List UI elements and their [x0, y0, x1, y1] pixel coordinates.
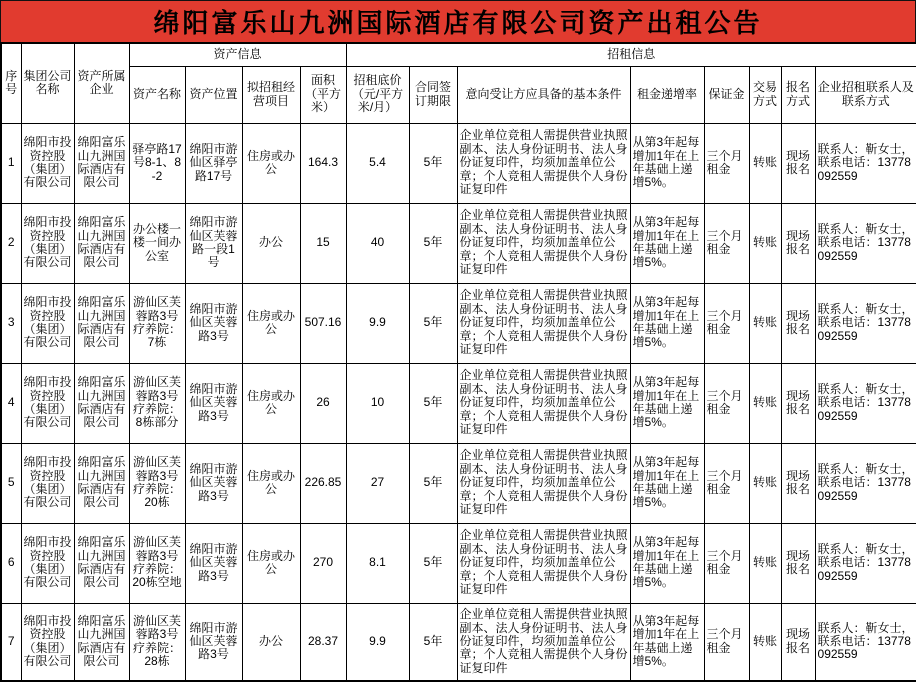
cell-deposit: 三个月租金	[704, 523, 749, 603]
cell-asset-location: 绵阳市游仙区芙蓉路一段1号	[185, 203, 242, 283]
cell-conditions: 企业单位竞租人需提供营业执照副本、法人身份证明书、法人身份证复印件，均须加盖单位公章；个人竞租人需提供个人身份证复印件	[457, 363, 630, 443]
header-row-groups	[1, 43, 916, 66]
cell-signup-method: 现场报名	[781, 603, 815, 681]
asset-rental-table	[0, 42, 916, 682]
col-header-base-price: 招租底价（元/平方米/月）	[346, 66, 409, 123]
cell-conditions: 企业单位竞租人需提供营业执照副本、法人身份证明书、法人身份证复印件，均须加盖单位公章；个人竞租人需提供个人身份证复印件	[457, 603, 630, 681]
cell-contract-term: 5年	[409, 283, 457, 363]
table-row	[1, 123, 916, 203]
cell-rent-increase: 从第3年起每增加1年在上年基础上递增5%。	[630, 283, 704, 363]
cell-contact: 联系人：靳女士，联系电话：13778092559	[815, 523, 916, 603]
cell-contact: 联系人：靳女士，联系电话：13778092559	[815, 603, 916, 681]
cell-serial: 3	[1, 283, 21, 363]
cell-deposit: 三个月租金	[704, 603, 749, 681]
cell-planned-project: 办公	[242, 203, 300, 283]
col-header-deposit: 保证金	[704, 66, 749, 123]
cell-group-company: 绵阳市投资控股（集团）有限公司	[21, 123, 74, 203]
cell-asset-location: 绵阳市游仙区芙蓉路3号	[185, 523, 242, 603]
cell-asset-name: 游仙区芙蓉路3号疗养院：20栋	[129, 443, 185, 523]
cell-contact: 联系人：靳女士，联系电话：13778092559	[815, 203, 916, 283]
cell-owner-enterprise: 绵阳富乐山九洲国际酒店有限公司	[74, 283, 129, 363]
cell-contact: 联系人：靳女士，联系电话：13778092559	[815, 283, 916, 363]
cell-rent-increase: 从第3年起每增加1年在上年基础上递增5%。	[630, 363, 704, 443]
cell-rent-increase: 从第3年起每增加1年在上年基础上递增5%。	[630, 523, 704, 603]
cell-owner-enterprise: 绵阳富乐山九洲国际酒店有限公司	[74, 523, 129, 603]
cell-asset-name: 游仙区芙蓉路3号疗养院：7栋	[129, 283, 185, 363]
cell-asset-location: 绵阳市游仙区芙蓉路3号	[185, 363, 242, 443]
cell-asset-location: 绵阳市游仙区驿亭路17号	[185, 123, 242, 203]
col-group-asset-info: 资产信息	[129, 43, 346, 66]
cell-contract-term: 5年	[409, 523, 457, 603]
table-row	[1, 523, 916, 603]
table-row	[1, 443, 916, 523]
col-header-asset-name: 资产名称	[129, 66, 185, 123]
cell-conditions: 企业单位竞租人需提供营业执照副本、法人身份证明书、法人身份证复印件，均须加盖单位公章；个人竞租人需提供个人身份证复印件	[457, 123, 630, 203]
table-header	[1, 43, 916, 123]
cell-contract-term: 5年	[409, 363, 457, 443]
cell-conditions: 企业单位竞租人需提供营业执照副本、法人身份证明书、法人身份证复印件，均须加盖单位公章；个人竞租人需提供个人身份证复印件	[457, 443, 630, 523]
cell-signup-method: 现场报名	[781, 443, 815, 523]
cell-conditions: 企业单位竞租人需提供营业执照副本、法人身份证明书、法人身份证复印件，均须加盖单位公章；个人竞租人需提供个人身份证复印件	[457, 283, 630, 363]
cell-base-price: 27	[346, 443, 409, 523]
cell-conditions: 企业单位竞租人需提供营业执照副本、法人身份证明书、法人身份证复印件，均须加盖单位公章；个人竞租人需提供个人身份证复印件	[457, 203, 630, 283]
cell-owner-enterprise: 绵阳富乐山九洲国际酒店有限公司	[74, 363, 129, 443]
cell-asset-name: 办公楼一楼一间办公室	[129, 203, 185, 283]
header-row-columns	[1, 66, 916, 123]
col-header-trade-method: 交易方式	[749, 66, 781, 123]
page-title: 绵阳富乐山九洲国际酒店有限公司资产出租公告	[153, 8, 763, 38]
cell-serial: 5	[1, 443, 21, 523]
cell-area: 270	[300, 523, 346, 603]
cell-contract-term: 5年	[409, 443, 457, 523]
cell-contact: 联系人：靳女士，联系电话：13778092559	[815, 363, 916, 443]
cell-asset-location: 绵阳市游仙区芙蓉路3号	[185, 443, 242, 523]
cell-planned-project: 住房或办公	[242, 523, 300, 603]
col-header-signup-method: 报名方式	[781, 66, 815, 123]
cell-rent-increase: 从第3年起每增加1年在上年基础上递增5%。	[630, 603, 704, 681]
cell-asset-location: 绵阳市游仙区芙蓉路3号	[185, 603, 242, 681]
cell-base-price: 8.1	[346, 523, 409, 603]
cell-area: 26	[300, 363, 346, 443]
cell-contact: 联系人：靳女士，联系电话：13778092559	[815, 123, 916, 203]
cell-planned-project: 住房或办公	[242, 443, 300, 523]
cell-trade-method: 转账	[749, 443, 781, 523]
cell-group-company: 绵阳市投资控股（集团）有限公司	[21, 603, 74, 681]
cell-deposit: 三个月租金	[704, 123, 749, 203]
col-header-contract-term: 合同签订期限	[409, 66, 457, 123]
col-header-group-company: 集团公司名称	[21, 43, 74, 123]
cell-area: 226.85	[300, 443, 346, 523]
cell-contract-term: 5年	[409, 603, 457, 681]
cell-signup-method: 现场报名	[781, 523, 815, 603]
cell-asset-name: 游仙区芙蓉路3号疗养院：28栋	[129, 603, 185, 681]
cell-trade-method: 转账	[749, 203, 781, 283]
cell-planned-project: 住房或办公	[242, 123, 300, 203]
cell-rent-increase: 从第3年起每增加1年在上年基础上递增5%。	[630, 443, 704, 523]
cell-serial: 4	[1, 363, 21, 443]
cell-base-price: 10	[346, 363, 409, 443]
cell-planned-project: 住房或办公	[242, 363, 300, 443]
cell-group-company: 绵阳市投资控股（集团）有限公司	[21, 523, 74, 603]
cell-area: 507.16	[300, 283, 346, 363]
cell-contract-term: 5年	[409, 203, 457, 283]
cell-serial: 6	[1, 523, 21, 603]
cell-serial: 1	[1, 123, 21, 203]
cell-asset-name: 游仙区芙蓉路3号疗养院：20栋空地	[129, 523, 185, 603]
cell-owner-enterprise: 绵阳富乐山九洲国际酒店有限公司	[74, 123, 129, 203]
cell-deposit: 三个月租金	[704, 443, 749, 523]
cell-rent-increase: 从第3年起每增加1年在上年基础上递增5%。	[630, 203, 704, 283]
cell-group-company: 绵阳市投资控股（集团）有限公司	[21, 443, 74, 523]
col-header-rent-increase: 租金递增率	[630, 66, 704, 123]
cell-base-price: 9.9	[346, 603, 409, 681]
cell-area: 28.37	[300, 603, 346, 681]
cell-base-price: 9.9	[346, 283, 409, 363]
table-row	[1, 283, 916, 363]
cell-conditions: 企业单位竞租人需提供营业执照副本、法人身份证明书、法人身份证复印件，均须加盖单位公章；个人竞租人需提供个人身份证复印件	[457, 523, 630, 603]
cell-signup-method: 现场报名	[781, 123, 815, 203]
cell-serial: 7	[1, 603, 21, 681]
cell-planned-project: 住房或办公	[242, 283, 300, 363]
cell-contract-term: 5年	[409, 123, 457, 203]
cell-group-company: 绵阳市投资控股（集团）有限公司	[21, 363, 74, 443]
cell-group-company: 绵阳市投资控股（集团）有限公司	[21, 203, 74, 283]
cell-signup-method: 现场报名	[781, 363, 815, 443]
cell-deposit: 三个月租金	[704, 363, 749, 443]
table-row	[1, 203, 916, 283]
cell-asset-name: 驿亭路17号8-1、8-2	[129, 123, 185, 203]
cell-asset-location: 绵阳市游仙区芙蓉路3号	[185, 283, 242, 363]
cell-area: 15	[300, 203, 346, 283]
cell-base-price: 40	[346, 203, 409, 283]
cell-asset-name: 游仙区芙蓉路3号疗养院：8栋部分	[129, 363, 185, 443]
col-header-area: 面积（平方米）	[300, 66, 346, 123]
cell-trade-method: 转账	[749, 283, 781, 363]
col-header-serial: 序号	[1, 43, 21, 123]
cell-owner-enterprise: 绵阳富乐山九洲国际酒店有限公司	[74, 443, 129, 523]
table-row	[1, 603, 916, 681]
cell-trade-method: 转账	[749, 123, 781, 203]
cell-deposit: 三个月租金	[704, 203, 749, 283]
col-header-contact: 企业招租联系人及联系方式	[815, 66, 916, 123]
cell-owner-enterprise: 绵阳富乐山九洲国际酒店有限公司	[74, 603, 129, 681]
cell-contact: 联系人：靳女士，联系电话：13778092559	[815, 443, 916, 523]
cell-planned-project: 办公	[242, 603, 300, 681]
cell-signup-method: 现场报名	[781, 203, 815, 283]
cell-group-company: 绵阳市投资控股（集团）有限公司	[21, 283, 74, 363]
col-header-conditions: 意向受让方应具备的基本条件	[457, 66, 630, 123]
cell-serial: 2	[1, 203, 21, 283]
cell-base-price: 5.4	[346, 123, 409, 203]
cell-rent-increase: 从第3年起每增加1年在上年基础上递增5%。	[630, 123, 704, 203]
table-row	[1, 363, 916, 443]
col-header-planned-project: 拟招租经营项目	[242, 66, 300, 123]
col-group-rental-info: 招租信息	[346, 43, 916, 66]
col-header-owner-enterprise: 资产所属企业	[74, 43, 129, 123]
cell-owner-enterprise: 绵阳富乐山九洲国际酒店有限公司	[74, 203, 129, 283]
table-body	[1, 123, 916, 681]
cell-area: 164.3	[300, 123, 346, 203]
cell-trade-method: 转账	[749, 523, 781, 603]
cell-deposit: 三个月租金	[704, 283, 749, 363]
cell-signup-method: 现场报名	[781, 283, 815, 363]
cell-trade-method: 转账	[749, 603, 781, 681]
col-header-asset-location: 资产位置	[185, 66, 242, 123]
cell-trade-method: 转账	[749, 363, 781, 443]
title-banner	[0, 0, 916, 42]
